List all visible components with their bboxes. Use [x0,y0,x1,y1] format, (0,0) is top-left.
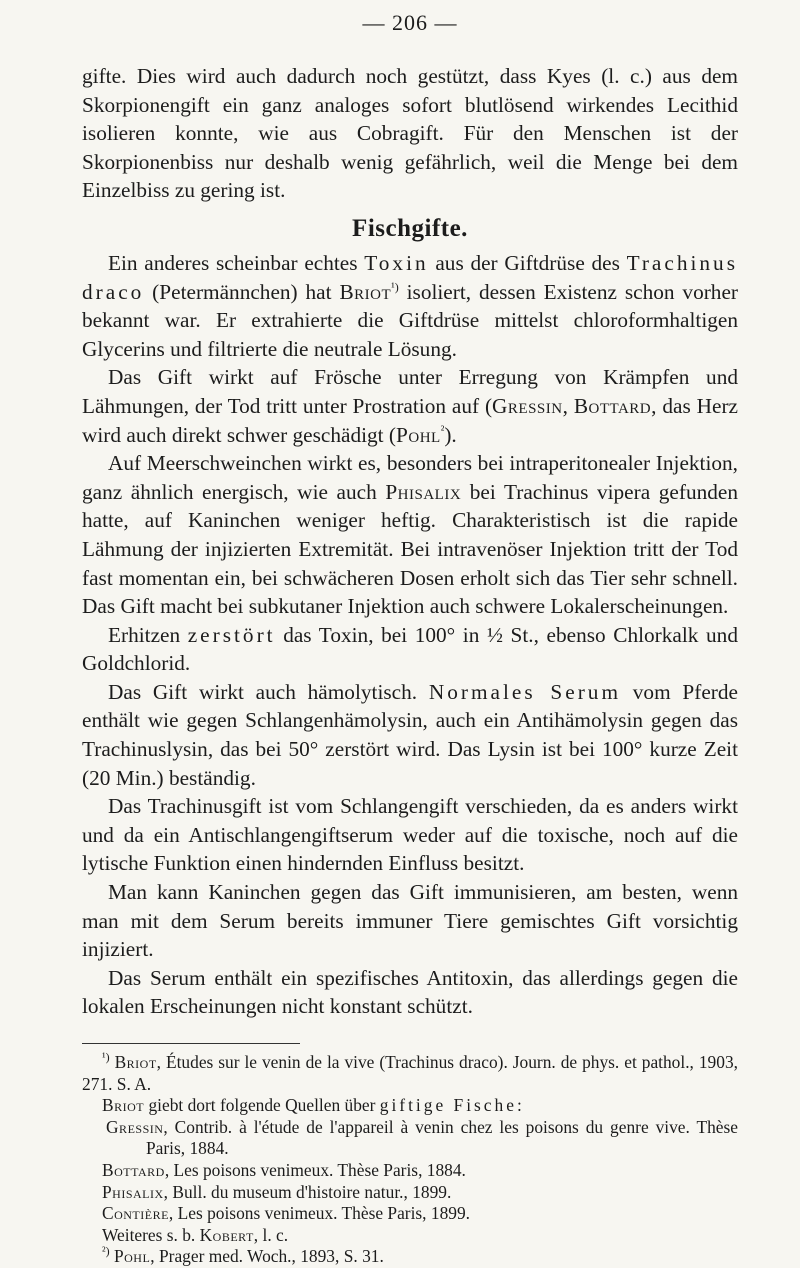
paragraph-frogs: Das Gift wirkt auf Frösche unter Erregung von Krämpfen und Lähmungen, der Tod tritt unter Prostration auf (Gressin, Bottard, das Herz wird auch direkt schwer geschädigt (Pohl$^{^2}$). [82,365,738,447]
footnote-source: Contière, Les poisons venimeux. Thèse Paris, 1899. [102,1203,471,1224]
footnote-source: Bottard, Les poisons venimeux. Thèse Paris, 1884. [102,1159,466,1180]
author-name: Bottard [573,393,652,418]
spaced-term: Toxin [364,250,429,275]
footnote-sources-intro: Briot giebt dort folgende Quellen über giftige Fische: [102,1095,522,1116]
page-number: — 206 — [362,10,458,35]
author-name: Gressin [492,393,563,418]
footnote-ref: ² [440,422,445,437]
paragraph-continuation: gifte. Dies wird auch dadurch noch gestützt, dass Kyes (l. c.) aus dem Skorpionengift ein ganz analoges sofort blutlösend wirkendes Lecithid isolieren konnte, wie aus Cobragift. Für den Menschen ist der Skorpionenbiss nur deshalb wenig gefährlich, weil die Menge bei dem Einzelbiss zu gering ist. [82,64,738,203]
section-heading: Fischgifte. [352,214,468,242]
spaced-term: Trachinus draco [82,250,738,304]
footnote-source: Weiteres s. b. Kobert, l. c. [102,1224,289,1245]
footnotes [82,1052,738,1268]
footnote-divider [82,1043,300,1044]
paragraph-immunize: Man kann Kaninchen gegen das Gift immunisieren, am besten, wenn man mit dem Serum bereits immuner Tiere gemischtes Gift vorsichtig injiziert. [82,880,738,962]
paragraph-guinea-pigs: Auf Meerschweinchen wirkt es, besonders bei intraperitonealer Injektion, ganz ähnlich energisch, wie auch Phisalix bei Trachinus vipera gefunden hatte, auf Kaninchen weniger heftig. Charakteristisch ist die rapide Lähmung der injizierten Extremität. Bei intravenöser Injektion tritt der Tod fast momentan ein, bei schwächeren Dosen erholt sich das Tier sehr schnell. Das Gift macht bei subkutaner Injektion auch schwere Lokalerscheinungen. [82,451,738,619]
footnote-source: Phisalix, Bull. du museum d'histoire natur., 1899. [102,1181,452,1202]
footnote-ref: ¹) [391,279,399,294]
body-text [82,62,738,1021]
author-name: Briot [339,279,392,304]
footnote-source: Gressin, Contrib. à l'étude de l'appareil à venin chez les poisons du genre vive. Thèse Paris, 1884. [106,1116,738,1159]
author-name: Pohl [396,422,441,447]
paragraph-antitoxin: Das Serum enthält ein spezifisches Antitoxin, das allerdings gegen die lokalen Erscheinungen nicht konstant schützt. [82,965,738,1019]
paragraph-hemolytic: Das Gift wirkt auch hämolytisch. Normales Serum vom Pferde enthält wie gegen Schlangenhämolysin, auch ein Antihämolysin gegen das Trachinuslysin, das bei 50° zerstört wird. Das Lysin ist bei 100° kurze Zeit (20 Min.) beständig. [82,679,738,790]
spaced-term: Normales Serum [428,679,622,704]
footnote-1: $^{^1)}$ Briot, Études sur le venin de la vive (Trachinus draco). Journ. de phys. et pathol., 1903, 271. S. A. [82,1050,738,1094]
paragraph-comparison: Das Trachinusgift ist vom Schlangengift verschieden, da es anders wirkt und da ein Antischlangengiftserum weder auf die toxische, noch auf die lytische Funktion einen hindernden Einfluss besitzt. [82,794,738,876]
spaced-term: zerstört [187,622,276,647]
footnote-2: $^{^2)}$ Pohl, Prager med. Woch., 1893, S. 31. [102,1244,384,1267]
paragraph-heating: Erhitzen zerstört das Toxin, bei 100° in ½ St., ebenso Chlorkalk und Goldchlorid. [82,622,738,676]
paragraph-toxin: Ein anderes scheinbar echtes Toxin aus der Giftdrüse des Trachinus draco (Petermännchen) hat Briot$^{^1)}$ isoliert, dessen Existenz schon vorher bekannt war. Er extrahierte die Giftdrüse mittelst chloroformhaltigen Glycerins und filtrierte die neutrale Lösung. [82,250,738,361]
author-name: Phisalix [385,479,462,504]
